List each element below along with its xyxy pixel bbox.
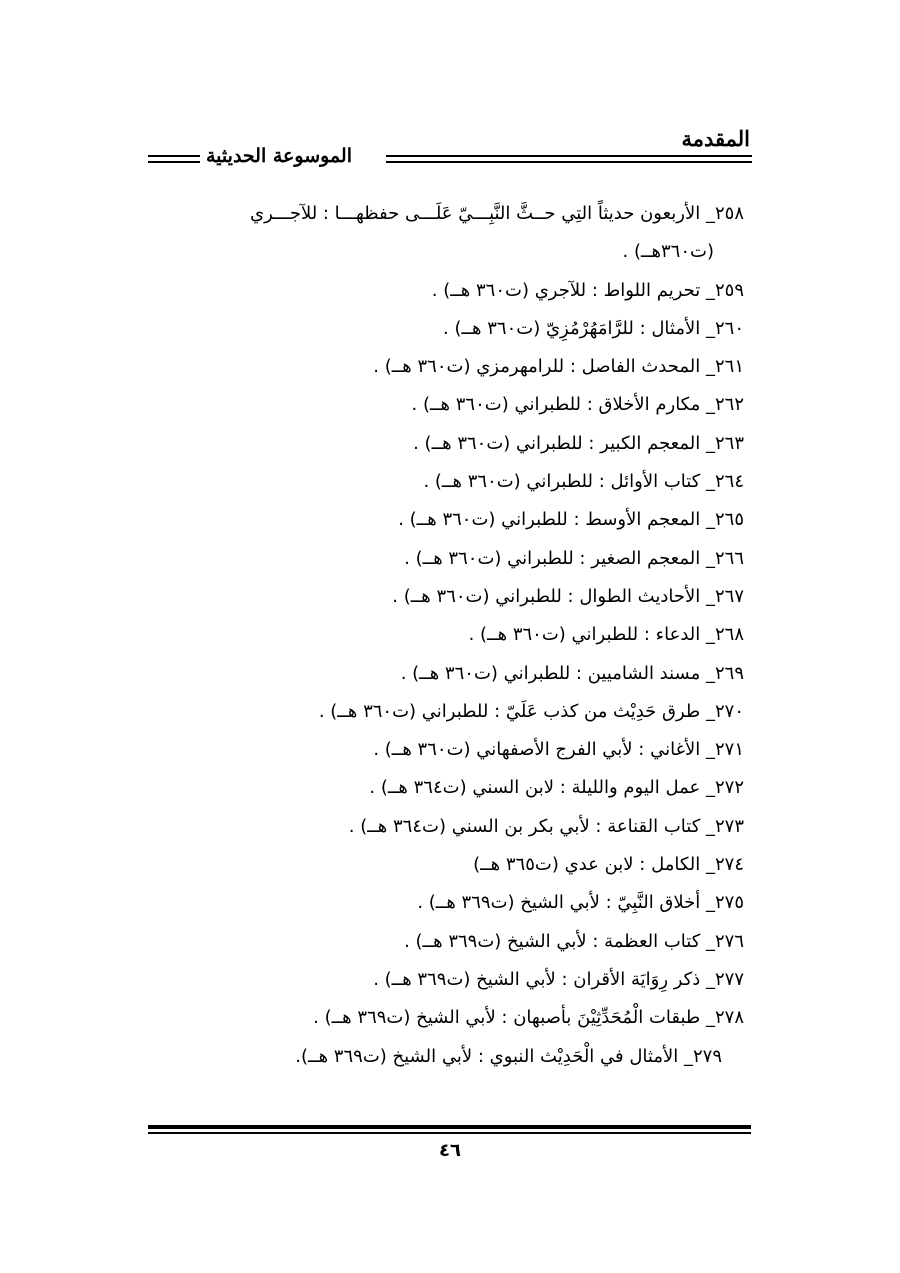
list-item: ٢٦٢_ مكارم الأخلاق : للطبراني (ت٣٦٠ هــ) . bbox=[411, 394, 744, 416]
header-rule-left-bottom bbox=[148, 161, 200, 163]
book-list bbox=[140, 195, 744, 1076]
series-title: الموسوعة الحديثية bbox=[206, 145, 352, 167]
list-item: ٢٦٣_ المعجم الكبير : للطبراني (ت٣٦٠ هــ) . bbox=[413, 432, 744, 454]
header-rule-right-bottom bbox=[386, 161, 752, 163]
list-item: ٢٧٢_ عمل اليوم والليلة : لابن السني (ت٣٦٤ هــ) . bbox=[369, 777, 744, 799]
list-item: ٢٧٥_ أخلاق النَّبِيّ : لأبي الشيخ (ت٣٦٩ هــ) . bbox=[417, 892, 744, 914]
list-item: ٢٧٠_ طرق حَدِيْث من كذب عَلَيّ : للطبراني (ت٣٦٠ هــ) . bbox=[318, 700, 744, 722]
list-item: ٢٦٥_ المعجم الأوسط : للطبراني (ت٣٦٠ هــ) . bbox=[398, 509, 744, 531]
list-item: ٢٧٦_ كتاب العظمة : لأبي الشيخ (ت٣٦٩ هــ) . bbox=[404, 930, 744, 952]
header-rule-right-top bbox=[386, 155, 752, 157]
list-item: ٢٦٩_ مسند الشاميين : للطبراني (ت٣٦٠ هــ) . bbox=[400, 662, 744, 684]
list-item: ٢٥٩_ تحريم اللواط : للآجري (ت٣٦٠ هــ) . bbox=[431, 279, 744, 301]
list-item: ٢٧٤_ الكامل : لابن عدي (ت٣٦٥ هــ) bbox=[473, 854, 744, 876]
list-item: ٢٧٨_ طبقات الْمُحَدِّثِيْنَ بأصبهان : لأبي الشيخ (ت٣٦٩ هــ) . bbox=[313, 1007, 744, 1029]
list-item: ٢٦١_ المحدث الفاصل : للرامهرمزي (ت٣٦٠ هــ) . bbox=[373, 356, 744, 378]
list-item: ٢٦٠_ الأمثال : للرَّامَهُرْمُزِيّ (ت٣٦٠ هــ) . bbox=[443, 317, 744, 339]
list-item: ٢٥٨_ الأربعون حديثاً التِي حــثَّ النَّبِـــيّ عَلَـــى حفظهـــا : للآجـــري bbox=[249, 203, 744, 224]
header-rule-left-top bbox=[148, 155, 200, 157]
section-title: المقدمة bbox=[681, 126, 750, 151]
footer-rule-thin bbox=[148, 1132, 751, 1134]
list-item-continuation: (ت٣٦٠هــ) . bbox=[622, 241, 714, 263]
list-item: ٢٧٣_ كتاب القناعة : لأبي بكر بن السني (ت٣٦٤ هــ) . bbox=[348, 815, 744, 837]
list-item: ٢٧٧_ ذكر رِوَايَة الأقران : لأبي الشيخ (ت٣٦٩ هــ) . bbox=[373, 968, 744, 990]
footer-rule-thick bbox=[148, 1125, 751, 1129]
list-item: ٢٧٩_ الأمثال في الْحَدِيْث النبوي : لأبي الشيخ (ت٣٦٩ هــ). bbox=[295, 1045, 722, 1067]
list-item: ٢٧١_ الأغاني : لأبي الفرج الأصفهاني (ت٣٦٠ هــ) . bbox=[373, 739, 744, 761]
list-item: ٢٦٨_ الدعاء : للطبراني (ت٣٦٠ هــ) . bbox=[468, 624, 744, 646]
list-item: ٢٦٧_ الأحاديث الطوال : للطبراني (ت٣٦٠ هــ) . bbox=[392, 585, 744, 607]
list-item: ٢٦٦_ المعجم الصغير : للطبراني (ت٣٦٠ هــ) . bbox=[404, 547, 744, 569]
page-number: ٤٦ bbox=[439, 1140, 461, 1161]
list-item: ٢٦٤_ كتاب الأوائل : للطبراني (ت٣٦٠ هــ) . bbox=[423, 471, 744, 493]
